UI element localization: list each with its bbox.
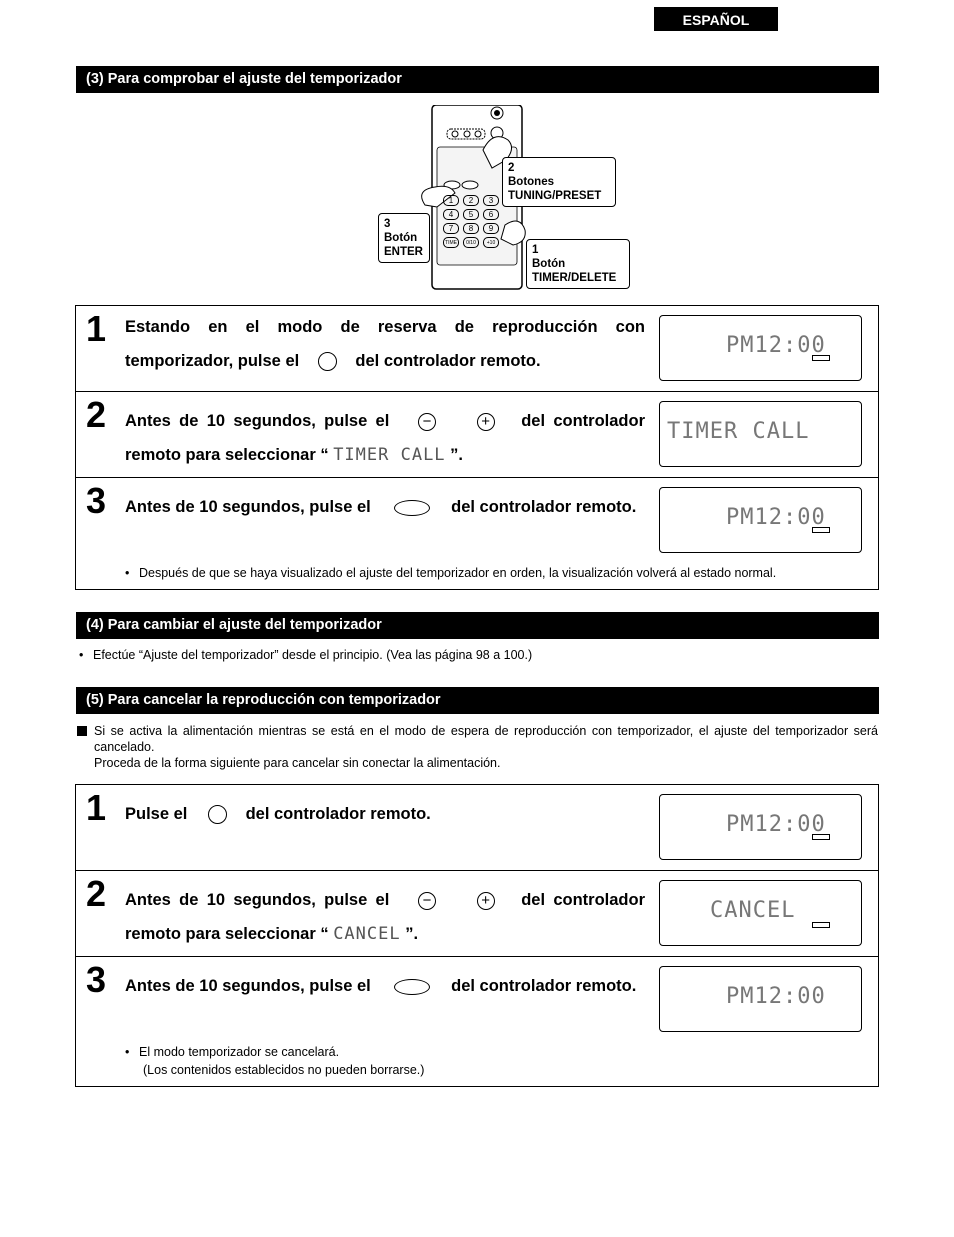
step-text-b: del controlador remoto para seleccionar “ xyxy=(125,891,646,943)
step-5-1 xyxy=(76,785,878,871)
remote-control-figure xyxy=(375,105,635,291)
key-5: 5 xyxy=(463,209,479,220)
key-4: 4 xyxy=(443,209,459,220)
callout-2-number: 2 xyxy=(508,162,515,174)
key-7: 7 xyxy=(443,223,459,234)
lcd-text: TIMER CALL xyxy=(667,419,810,444)
key-9: 9 xyxy=(483,223,499,234)
section-4-heading: (4) Para cambiar el ajuste del temporizador xyxy=(76,612,879,639)
step-text-a: Antes de 10 segundos, pulse el xyxy=(125,498,371,516)
section-5-intro xyxy=(94,723,878,771)
step-text-a: Antes de 10 segundos, pulse el xyxy=(125,412,390,430)
step-5-3 xyxy=(76,957,878,1086)
step-number: 2 xyxy=(86,873,107,914)
key-8: 8 xyxy=(463,223,479,234)
lcd-text: PM12:00 xyxy=(726,333,826,358)
bullet: • xyxy=(79,648,84,662)
section-4-note xyxy=(79,646,869,664)
key-2: 2 xyxy=(463,195,479,206)
lcd-display xyxy=(659,401,862,467)
section-5-heading: (5) Para cancelar la reproducción con temporizador xyxy=(76,687,879,714)
lcd-display xyxy=(659,966,862,1032)
step-text-c: ”. xyxy=(405,925,419,943)
step-5-2 xyxy=(76,871,878,957)
plus-button-icon: + xyxy=(477,892,495,910)
callout-2-line1: Botones xyxy=(508,176,554,188)
callout-3-line1: Botón xyxy=(384,232,418,244)
plus-button-icon: + xyxy=(477,413,495,431)
callout-enter xyxy=(378,213,430,263)
section-3-heading: (3) Para comprobar el ajuste del temporizador xyxy=(76,66,879,93)
step-text-a: Estando en el modo de reserva de reproducción con temporizador, pulse el xyxy=(125,318,645,370)
minus-button-icon: − xyxy=(418,413,436,431)
lcd-cursor xyxy=(812,834,830,840)
lcd-display xyxy=(659,315,862,381)
language-tab: ESPAÑOL xyxy=(654,7,778,31)
lcd-text: PM12:00 xyxy=(726,812,826,837)
step-instruction xyxy=(125,310,645,378)
step-text-b: del controlador remoto. xyxy=(245,805,431,823)
step-text-c: ”. xyxy=(450,446,463,464)
step-text-a: Pulse el xyxy=(125,805,188,823)
lcd-cursor xyxy=(812,922,830,928)
enter-button-icon xyxy=(394,500,430,516)
display-word: CANCEL xyxy=(333,924,401,944)
step-3-1 xyxy=(76,306,878,392)
step-number: 3 xyxy=(86,480,107,521)
step-instruction xyxy=(125,797,645,831)
callout-timer-delete xyxy=(526,239,630,289)
timer-delete-button-icon xyxy=(318,352,337,371)
lcd-text: PM12:00 xyxy=(726,984,826,1009)
keypad xyxy=(443,195,503,248)
lcd-text: CANCEL xyxy=(710,898,796,923)
step-text-a: Antes de 10 segundos, pulse el xyxy=(125,977,371,995)
callout-1-line1: Botón xyxy=(532,258,566,270)
step-note xyxy=(125,564,865,582)
note-line-1: El modo temporizador se cancelará. xyxy=(139,1045,340,1059)
step-instruction xyxy=(125,490,645,524)
square-bullet-icon xyxy=(77,726,87,736)
callout-tuning-preset xyxy=(502,157,616,207)
lcd-display xyxy=(659,487,862,553)
step-3-2 xyxy=(76,392,878,478)
step-3-3 xyxy=(76,478,878,589)
lcd-text: PM12:00 xyxy=(726,505,826,530)
lcd-display xyxy=(659,794,862,860)
callout-1-line2: TIMER/DELETE xyxy=(532,272,617,284)
step-note xyxy=(125,1043,865,1079)
step-text-b: del controlador remoto. xyxy=(355,352,541,370)
note-text: Después de que se haya visualizado el ajuste del temporizador en orden, la visualización volverá al estado normal. xyxy=(139,566,777,580)
step-number: 3 xyxy=(86,959,107,1000)
intro-line-1: Si se activa la alimentación mientras se está en el modo de espera de reproducción con temporizador, el ajuste del temporizador será cancelado. xyxy=(94,724,878,754)
key-1: 1 xyxy=(443,195,459,206)
note-line-2: (Los contenidos establecidos no pueden borrarse.) xyxy=(143,1063,425,1077)
key-3: 3 xyxy=(483,195,499,206)
step-number: 2 xyxy=(86,394,107,435)
bullet: • xyxy=(125,566,130,580)
step-text-a: Antes de 10 segundos, pulse el xyxy=(125,891,390,909)
section-5-steps xyxy=(75,784,879,1087)
enter-button-icon xyxy=(394,979,430,995)
lcd-display xyxy=(659,880,862,946)
key-6: 6 xyxy=(483,209,499,220)
key-plus-10: +10 xyxy=(483,237,499,248)
lcd-cursor xyxy=(812,527,830,533)
bullet: • xyxy=(125,1045,130,1059)
callout-2-line2: TUNING/PRESET xyxy=(508,190,602,202)
step-number: 1 xyxy=(86,787,107,828)
callout-3-number: 3 xyxy=(384,218,391,230)
timer-delete-button-icon xyxy=(208,805,227,824)
display-word: TIMER CALL xyxy=(333,445,446,465)
key-0-10: 0/10 xyxy=(463,237,479,248)
step-instruction xyxy=(125,404,645,472)
step-instruction xyxy=(125,969,645,1003)
minus-button-icon: − xyxy=(418,892,436,910)
step-text-b: del controlador remoto. xyxy=(451,977,637,995)
callout-1-number: 1 xyxy=(532,244,539,256)
step-text-b: del controlador remoto. xyxy=(451,498,637,516)
step-number: 1 xyxy=(86,308,107,349)
note-text: Efectúe “Ajuste del temporizador” desde el principio. (Vea las página 98 a 100.) xyxy=(93,648,533,662)
callout-3-line2: ENTER xyxy=(384,246,423,258)
key-time: TIME xyxy=(443,237,459,248)
step-instruction xyxy=(125,883,645,951)
step-text-b: del controlador remoto para seleccionar “ xyxy=(125,412,646,464)
section-3-steps xyxy=(75,305,879,590)
intro-line-2: Proceda de la forma siguiente para cancelar sin conectar la alimentación. xyxy=(94,756,501,770)
lcd-cursor xyxy=(812,355,830,361)
